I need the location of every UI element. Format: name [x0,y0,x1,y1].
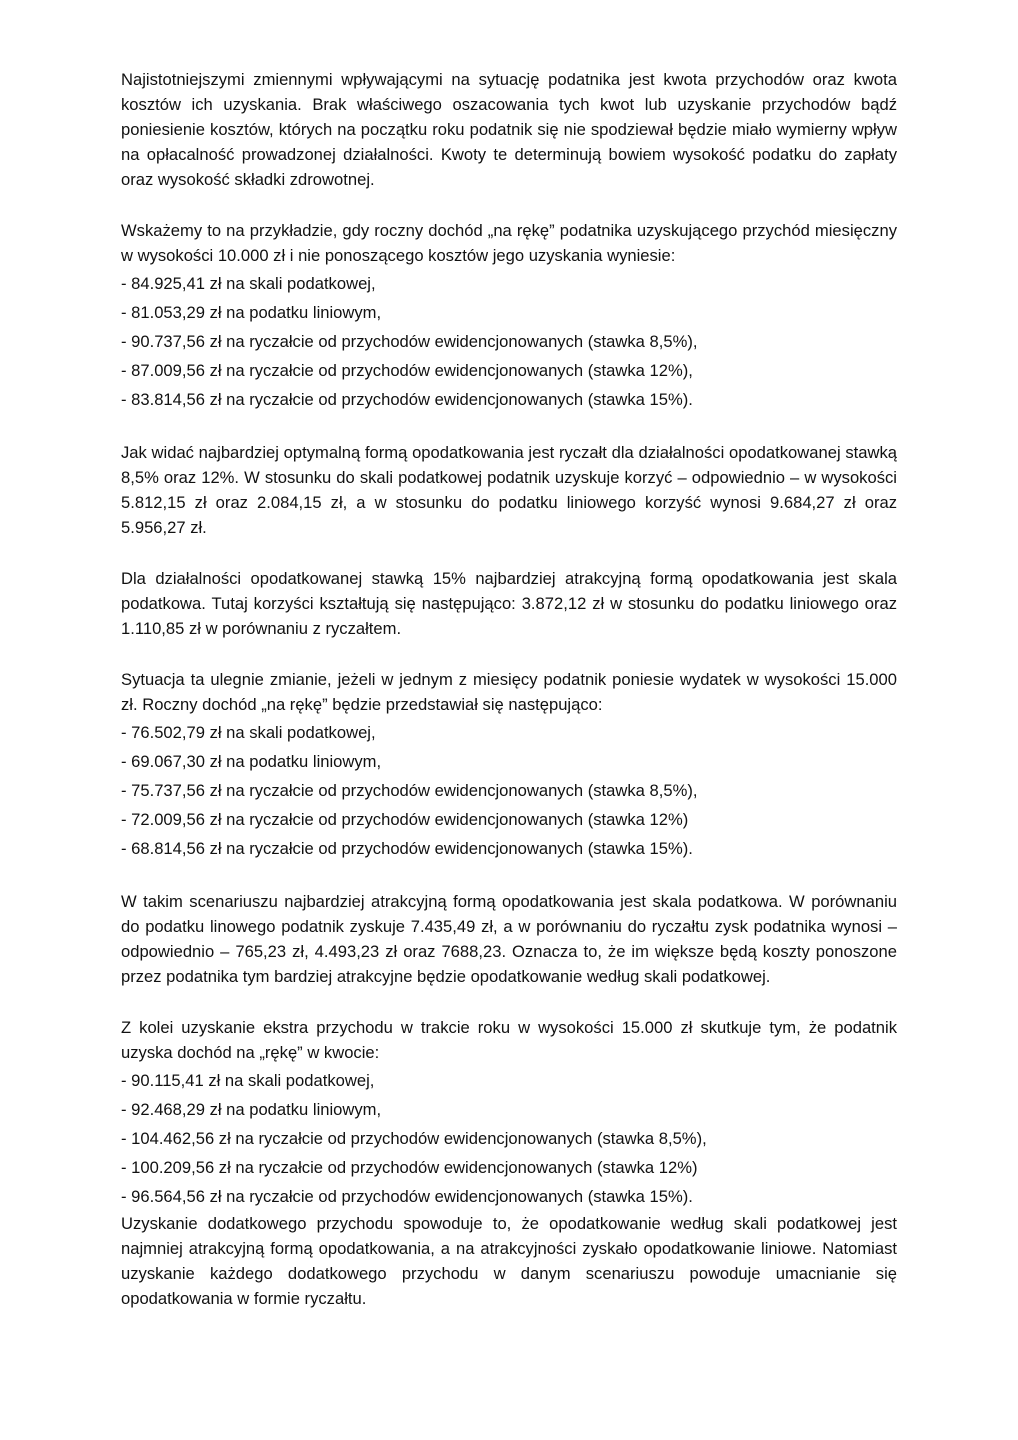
list-item: - 90.115,41 zł na skali podatkowej, [121,1071,375,1090]
paragraph-gap [121,540,897,566]
income-list-base [121,269,897,414]
list-item: - 104.462,56 zł na ryczałcie od przychodów ewidencjonowanych (stawka 8,5%), [121,1129,707,1148]
paragraph-intro: Najistotniejszymi zmiennymi wpływającymi na sytuację podatnika jest kwota przychodów oraz kwota kosztów ich uzyskania. Brak właściwego oszacowania tych kwot lub uzyskanie przychodów bądź poniesienie kosztów, których na początku roku podatnik się nie spodziewał będzie miało wymierny wpływ na opłacalność prowadzonej działalności. Kwoty te determinują bowiem wysokość podatku do zapłaty oraz wysokość składki zdrowotnej. [121,70,897,189]
paragraph-gap [121,863,897,889]
list-item: - 84.925,41 zł na skali podatkowej, [121,274,376,293]
list-item: - 76.502,79 zł na skali podatkowej, [121,723,376,742]
paragraph-expense-conclusion: W takim scenariuszu najbardziej atrakcyjną formą opodatkowania jest skala podatkowa. W porównaniu do podatku linowego podatnik zyskuje 7.435,49 zł, a w porównaniu do ryczałtu zysk podatnika wynosi – odpowiednio – 765,23 zł, 4.493,23 zł oraz 7688,23. Oznacza to, że im większe będą koszty ponoszone przez podatnika tym bardziej atrakcyjne będzie opodatkowanie według skali podatkowej. [121,892,897,986]
list-item: - 81.053,29 zł na podatku liniowym, [121,303,382,322]
paragraph-analysis: Jak widać najbardziej optymalną formą opodatkowania jest ryczałt dla działalności opodatkowanej stawką 8,5% oraz 12%. W stosunku do skali podatkowej podatnik uzyskuje korzyć – odpowiednio – w wysokości 5.812,15 zł oraz 2.084,15 zł, a w stosunku do podatku liniowego korzyść wynosi 9.684,27 zł oraz 5.956,27 zł. [121,443,897,537]
list-item: - 96.564,56 zł na ryczałcie od przychodów ewidencjonowanych (stawka 15%). [121,1187,693,1206]
list-item: - 75.737,56 zł na ryczałcie od przychodów ewidencjonowanych (stawka 8,5%), [121,781,698,800]
paragraph-extra-income: Z kolei uzyskanie ekstra przychodu w trakcie roku w wysokości 15.000 zł skutkuje tym, że podatnik uzyska dochód na „rękę” w kwocie: [121,1018,897,1062]
paragraph-gap [121,192,897,218]
list-item: - 68.814,56 zł na ryczałcie od przychodów ewidencjonowanych (stawka 15%). [121,839,693,858]
paragraph-rate-15: Dla działalności opodatkowanej stawką 15% najbardziej atrakcyjną formą opodatkowania jest skala podatkowa. Tutaj korzyści kształtują się następująco: 3.872,12 zł w stosunku do podatku liniowego oraz 1.110,85 zł w porównaniu z ryczałtem. [121,569,897,638]
list-item: - 90.737,56 zł na ryczałcie od przychodów ewidencjonowanych (stawka 8,5%), [121,332,698,351]
document-page [121,67,897,1311]
list-item: - 92.468,29 zł na podatku liniowym, [121,1100,382,1119]
paragraph-expense-scenario: Sytuacja ta ulegnie zmianie, jeżeli w jednym z miesięcy podatnik poniesie wydatek w wysokości 15.000 zł. Roczny dochód „na rękę” będzie przedstawiał się następująco: [121,670,897,714]
list-item: - 87.009,56 zł na ryczałcie od przychodów ewidencjonowanych (stawka 12%), [121,361,693,380]
paragraph-gap [121,414,897,440]
paragraph-gap [121,989,897,1015]
paragraph-final-conclusion: Uzyskanie dodatkowego przychodu spowoduje to, że opodatkowanie według skali podatkowej jest najmniej atrakcyjną formą opodatkowania, a na atrakcyjności zyskało opodatkowanie liniowe. Natomiast uzyskanie każdego dodatkowego przychodu w danym scenariuszu powoduje umacnianie się opodatkowania w formie ryczałtu. [121,1214,897,1308]
list-item: - 69.067,30 zł na podatku liniowym, [121,752,382,771]
paragraph-example: Wskażemy to na przykładzie, gdy roczny dochód „na rękę” podatnika uzyskującego przychód miesięczny w wysokości 10.000 zł i nie ponoszącego kosztów jego uzyskania wyniesie: [121,221,897,265]
income-list-extra [121,1066,897,1211]
paragraph-gap [121,641,897,667]
list-item: - 83.814,56 zł na ryczałcie od przychodów ewidencjonowanych (stawka 15%). [121,390,693,409]
list-item: - 100.209,56 zł na ryczałcie od przychodów ewidencjonowanych (stawka 12%) [121,1158,698,1177]
list-item: - 72.009,56 zł na ryczałcie od przychodów ewidencjonowanych (stawka 12%) [121,810,689,829]
income-list-expense [121,718,897,863]
